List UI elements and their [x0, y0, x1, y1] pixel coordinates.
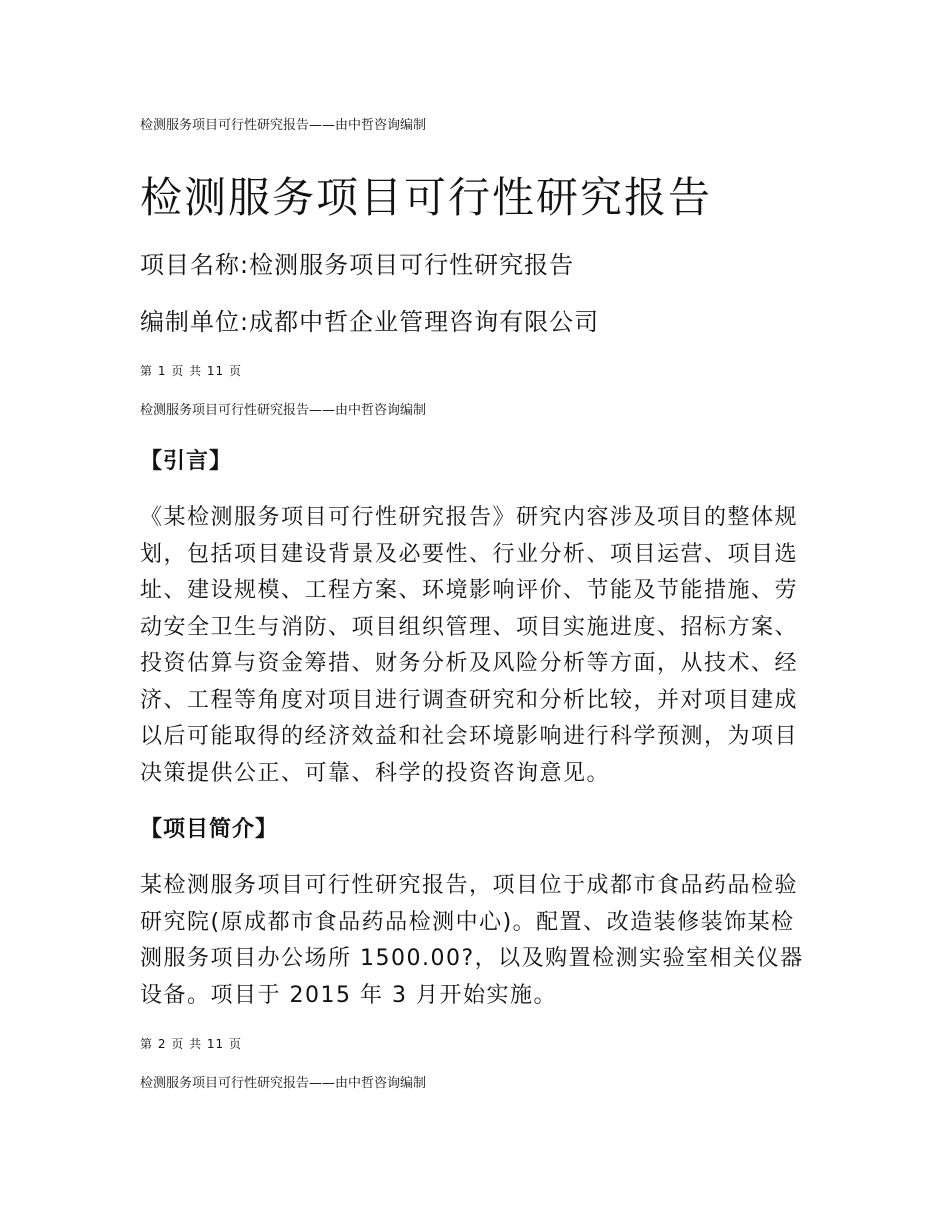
- page-title: 检测服务项目可行性研究报告: [140, 173, 713, 222]
- running-header: 检测服务项目可行性研究报告——由中哲咨询编制: [140, 1076, 427, 1091]
- running-header: 检测服务项目可行性研究报告——由中哲咨询编制: [140, 118, 427, 133]
- project-name-line: 项目名称:检测服务项目可行性研究报告: [140, 251, 575, 279]
- page-footer: 第 2 页 共 11 页: [140, 1037, 242, 1051]
- overview-paragraph: 某检测服务项目可行性研究报告，项目位于成都市食品药品检验研究院(原成都市食品药品检测中心)。配置、改造装修装饰某检测服务项目办公场所 1500.00?，以及购置检测实验室相关仪器设备。项目于 2015 年 3 月开始实施。: [140, 873, 804, 1008]
- section-heading-overview: 【项目简介】: [140, 817, 279, 842]
- compiler-line: 编制单位:成都中哲企业管理咨询有限公司: [140, 308, 600, 336]
- running-header: 检测服务项目可行性研究报告——由中哲咨询编制: [140, 403, 427, 418]
- intro-paragraph: 《某检测服务项目可行性研究报告》研究内容涉及项目的整体规划，包括项目建设背景及必要性、行业分析、项目运营、项目选址、建设规模、工程方案、环境影响评价、节能及节能措施、劳动安全卫生与消防、项目组织管理、项目实施进度、招标方案、投资估算与资金筹措、财务分析及风险分析等方面，从技术、经济、工程等角度对项目进行调查研究和分析比较，并对项目建成以后可能取得的经济效益和社会环境影响进行科学预测，为项目决策提供公正、可靠、科学的投资咨询意见。: [140, 505, 799, 786]
- section-heading-intro: 【引言】: [140, 449, 233, 474]
- page-footer: 第 1 页 共 11 页: [140, 364, 242, 378]
